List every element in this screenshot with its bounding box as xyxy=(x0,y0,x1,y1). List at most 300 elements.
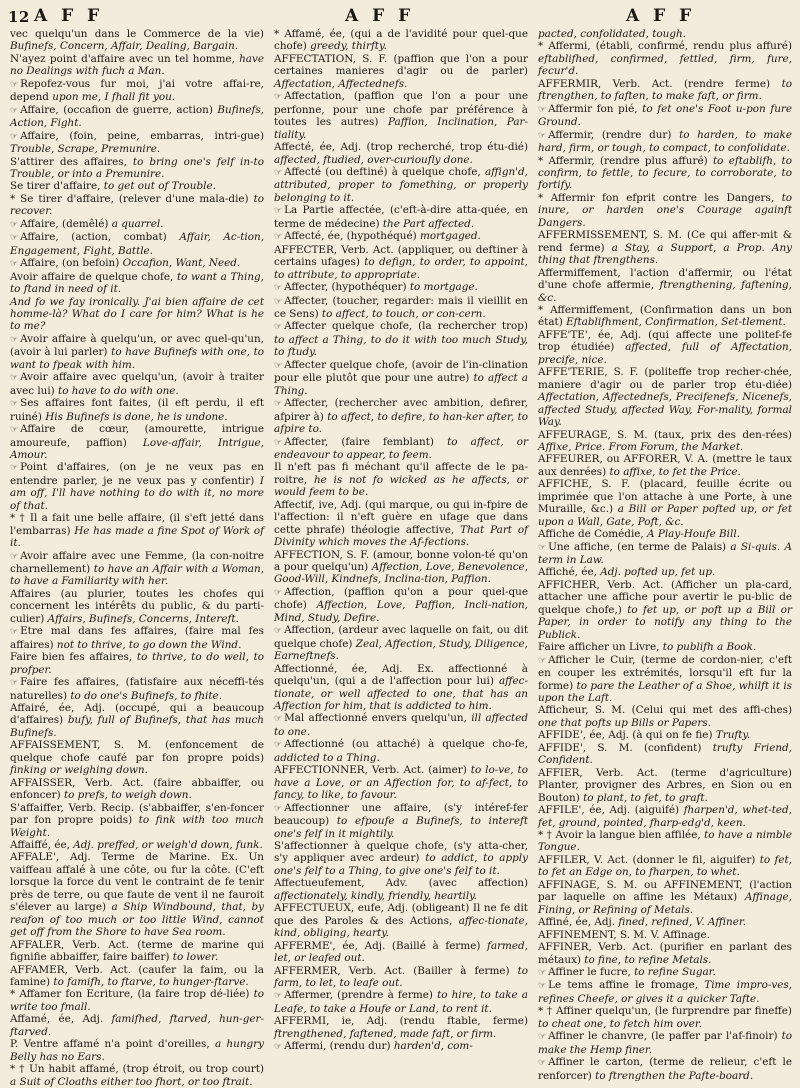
column-left xyxy=(10,28,265,1088)
entry-english-text: a Stay, a Support, a Prop. Any thing that ftrengthens. xyxy=(538,241,793,267)
entry-french-text: Faire afficher un Livre, xyxy=(538,641,663,654)
dictionary-entry xyxy=(538,879,792,916)
entry-french-text: * Affermir, (rendre plus affuré) xyxy=(538,154,713,167)
entry-french-text: Point d'affaires, (on je ne veux pas en entendre parler, je ne veux pas y confentir) xyxy=(10,461,264,487)
entry-french-text: Repofez-vous fur moi, j'ai votre affai-re, depend xyxy=(10,77,264,104)
entry-french-text: AFFILER, V. Act. (donner le fil, aiguifer) xyxy=(538,853,760,866)
pointing-hand-icon: ☞ xyxy=(274,283,283,294)
dictionary-entry xyxy=(274,53,528,90)
dictionary-entry xyxy=(10,676,264,702)
entry-french-text: Affectionné (ou attaché) à quelque cho-fe, xyxy=(284,738,528,751)
dictionary-entry xyxy=(538,579,792,641)
dictionary-entry xyxy=(538,767,792,804)
entry-french-text: AFFECTATION, S. F. (paffion que l'on a pour certaines manieres d'agir ou de parler) xyxy=(274,52,528,78)
entry-french-text: Affection, (ardeur avec laquelle on fait, ou dit quelque chofe) xyxy=(274,624,528,650)
entry-english-text: Affection, Love, Benevolence, Good-Will, Kindnefs, Inclina-tion, Paffion. xyxy=(274,561,528,586)
pointing-hand-icon: ☞ xyxy=(274,206,283,217)
pointing-hand-icon: ☞ xyxy=(10,334,19,345)
entry-english-text: to fine, to refine Metals. xyxy=(584,953,712,966)
entry-english-text: upon me, I fhall fit you. xyxy=(52,91,176,104)
entry-french-text: Affairé, ée, Adj. (occupé, qui a beaucoup d'affaires) xyxy=(10,702,264,727)
entry-english-text: to want a Thing, to ftand in need of it. xyxy=(10,270,264,296)
entry-french-text: Avoir affaire avec quelqu'un, (avoir à traiter avec lui) xyxy=(10,371,264,397)
dictionary-entry xyxy=(10,461,264,512)
entry-english-text: affec-tionate, or well affected to one, that has an Affection for him, that is addicted to him. xyxy=(274,675,528,713)
dictionary-entry xyxy=(274,295,528,321)
dictionary-entry xyxy=(10,702,264,739)
entry-french-text: Affermir fon pié, xyxy=(548,102,643,115)
entry-english-text: the Part affected. xyxy=(382,217,475,230)
entry-french-text: N'ayez point d'affaire avec un tel homme, xyxy=(10,52,240,65)
entry-english-text: to make the Hemp finer. xyxy=(538,1030,792,1056)
entry-english-text: to prefs, to weigh down. xyxy=(63,789,192,802)
dictionary-entry xyxy=(10,651,264,676)
pointing-hand-icon: ☞ xyxy=(10,399,19,410)
entry-french-text: Le tems affine le fromage, xyxy=(548,979,705,992)
entry-french-text: Affaires (au plurier, toutes les chofes qui concernent les intérêts du public, & du parti-culier) xyxy=(10,587,264,625)
entry-french-text: Affiner le fucre, xyxy=(548,965,635,978)
dictionary-entry xyxy=(10,1013,264,1038)
pointing-hand-icon: ☞ xyxy=(10,105,19,116)
entry-french-text: Affectif, ive, Adj. (qui marque, ou qui in-fpire de l'affection: il n'eft guère en ufage que dans cette phrafe) théologie affective, xyxy=(274,498,528,536)
pointing-hand-icon: ☞ xyxy=(274,626,283,637)
pointing-hand-icon: ☞ xyxy=(10,678,19,689)
entry-french-text: Faire bien fes affaires, xyxy=(10,651,137,664)
entry-english-text: to write too fmall. xyxy=(10,988,264,1013)
entry-english-text: Affectation, Affectednefs. xyxy=(274,77,408,90)
entry-english-text: Bufinefs, Action, Fight. xyxy=(10,103,264,130)
dictionary-entry xyxy=(10,78,264,104)
entry-french-text: Il n'eft pas fi méchant qu'il affecte de le pa-roitre, xyxy=(274,461,528,486)
entry-english-text: Affectation, Affectednefs, Precifenefs, Nicenefs, affected Study, affected Way, For-mality, formal Way. xyxy=(538,391,792,429)
entry-english-text: to publifh a Book. xyxy=(662,641,757,654)
dictionary-entry xyxy=(538,1005,792,1030)
running-head-right: A F F xyxy=(626,6,696,26)
dictionary-entry xyxy=(274,940,528,965)
entry-french-text: * † Il a fait une belle affaire, (il s'eft jetté dans l'embarras) xyxy=(10,512,264,537)
pointing-hand-icon: ☞ xyxy=(10,425,19,436)
entry-english-text: famifhed, ftarved, hun-ger-ftarved. xyxy=(10,1013,264,1038)
entry-english-text: finking or weighing down. xyxy=(10,764,148,777)
dictionary-entry xyxy=(538,742,792,767)
dictionary-entry xyxy=(274,90,528,141)
entry-french-text: Affaire, (demêlé) xyxy=(20,217,112,230)
dictionary-entry xyxy=(10,333,264,371)
dictionary-entry xyxy=(274,877,528,902)
entry-english-text: to affect, or endeavour to appear, to feem. xyxy=(274,435,528,461)
dictionary-entry xyxy=(274,902,528,939)
dictionary-entry xyxy=(10,739,264,776)
dictionary-entry xyxy=(538,192,792,229)
entry-english-text: to get out of Trouble. xyxy=(103,180,216,193)
entry-french-text: Affiner le carton, (terme de relieur, c'eft le renforcer) xyxy=(538,1056,792,1082)
entry-english-text: Adj. pofted up, fet up. xyxy=(600,566,716,579)
dictionary-entry xyxy=(538,366,792,428)
entry-french-text: * Affermir fon efprit contre les Dangers, xyxy=(538,191,782,204)
entry-french-text: Afficheur, S. M. (Celui qui met des affi-ches) xyxy=(538,704,792,717)
dictionary-entry xyxy=(274,586,528,624)
dictionary-entry xyxy=(10,550,264,588)
dictionary-entry xyxy=(538,541,792,567)
entry-english-text: to plant, to fet, to graft. xyxy=(583,791,708,804)
dictionary-entry xyxy=(274,663,528,713)
entry-english-text: to lower. xyxy=(172,951,219,964)
pointing-hand-icon: ☞ xyxy=(538,655,547,666)
entry-french-text: AFFECTION, S. F. (amour, bonne volon-té qu'on a pour quelqu'un) xyxy=(274,548,528,574)
pointing-hand-icon: ☞ xyxy=(274,991,283,1002)
entry-french-text: Affiné, ée, Adj. xyxy=(538,916,619,929)
entry-english-text: ftrengthened, faftened, made faft, or firm. xyxy=(274,1027,497,1040)
entry-french-text: Etre mal dans fes affaires, (faire mal fes affaires) xyxy=(10,625,264,651)
dictionary-entry xyxy=(274,989,528,1015)
entry-english-text: to affect, to defire, to han-ker after, to afpire to. xyxy=(274,410,528,436)
text-columns xyxy=(10,28,794,1088)
dictionary-entry xyxy=(538,155,792,192)
entry-english-text: eftablifhed, confirmed, fettled, firm, fure, fecur'd. xyxy=(538,52,792,78)
entry-french-text: AFFEURAGE, S. M. (taux, prix des den-rées) xyxy=(538,428,792,441)
pointing-hand-icon: ☞ xyxy=(538,1032,547,1043)
entry-french-text: Affaiffé, ée, xyxy=(10,839,74,851)
entry-french-text: Affecté (ou deftiné) à quelque chofe, xyxy=(284,165,485,178)
pointing-hand-icon: ☞ xyxy=(10,131,19,142)
entry-french-text: Avoir affaire de quelque chofe, xyxy=(10,270,177,283)
entry-english-text: Paffion, Inclination, Par-tiality. xyxy=(274,116,529,141)
dictionary-entry xyxy=(538,103,792,129)
entry-english-text: to defign, to order, to appoint, to attribute, to appropriate. xyxy=(274,256,528,281)
dictionary-entry xyxy=(538,1030,792,1056)
pointing-hand-icon: ☞ xyxy=(274,587,283,598)
pointing-hand-icon: ☞ xyxy=(538,981,547,992)
entry-french-text: * Affamer fon Ecriture, (la faire trop dé-liée) xyxy=(10,988,254,1001)
entry-english-text: affected, full of Affectation, precife, nice. xyxy=(538,341,792,366)
entry-french-text: AFFERMI, ie, Adj. (rendu ftable, ferme) xyxy=(274,1015,528,1028)
entry-english-text: Affinage, Fining, or Refining of Metals. xyxy=(538,891,792,916)
entry-english-text: Affairs, Bufinefs, Concerns, Intereft. xyxy=(47,612,239,625)
dictionary-entry xyxy=(10,939,264,964)
pointing-hand-icon: ☞ xyxy=(10,219,19,230)
entry-english-text: to refine Sugar. xyxy=(634,965,716,978)
entry-english-text: to recover. xyxy=(10,192,264,218)
entry-french-text: AFFALER, Verb. Act. (terme de marine qui fignifie abbaiffer, faire baiffer) xyxy=(10,938,264,964)
dictionary-entry xyxy=(274,436,528,462)
dictionary-entry xyxy=(10,156,264,181)
entry-french-text: Affecté, ée, Adj. (trop recherché, trop étu-dié) xyxy=(274,141,528,154)
dictionary-entry xyxy=(10,588,264,625)
pointing-hand-icon: ☞ xyxy=(274,740,283,751)
dictionary-entry xyxy=(10,28,264,53)
entry-english-text: fined, refined, V. Affiner. xyxy=(618,916,746,929)
dictionary-entry xyxy=(538,40,792,77)
entry-english-text: to efpoufe a Bufinefs, to intereft one's felf in it mightily. xyxy=(274,815,529,840)
entry-english-text: he is not fo wicked as he affects, or would feem to be. xyxy=(274,473,528,499)
entry-english-text: affign'd, attributed, proper to fomething, or properly belonging to it. xyxy=(274,165,528,204)
entry-english-text: to affect, to touch, or con-cern. xyxy=(321,307,486,320)
entry-english-text: a Bill or Paper pofted up, or fet upon a Wall, Gate, Poft, &c. xyxy=(538,503,792,528)
entry-french-text: Affaire, (action, combat) xyxy=(20,231,180,244)
entry-french-text: * Se tirer d'affaire, (relever d'une mala-die) xyxy=(10,192,254,205)
dictionary-entry xyxy=(538,641,792,653)
entry-english-text: Eftablifhment, Confirmation, Set-tlement. xyxy=(566,316,786,329)
dictionary-entry xyxy=(10,512,264,549)
entry-french-text: * Affermi, (établi, confirmé, rendu plus affuré) xyxy=(538,40,792,53)
column-right xyxy=(538,28,792,1080)
entry-french-text: AFFERME', ée, Adj. (Baillé à ferme) xyxy=(274,939,488,952)
dictionary-entry xyxy=(538,229,792,266)
page-number: 12 xyxy=(8,8,30,26)
pointing-hand-icon: ☞ xyxy=(10,259,19,270)
entry-english-text: His Bufinefs is done, he is undone. xyxy=(45,410,228,423)
dictionary-entry xyxy=(538,829,792,854)
dictionary-entry xyxy=(538,78,792,103)
dictionary-entry xyxy=(538,854,792,879)
dictionary-entry xyxy=(10,988,264,1013)
entry-french-text: * † Affiner quelqu'un, (le furprendre par fineffe) xyxy=(538,1005,792,1018)
pointing-hand-icon: ☞ xyxy=(274,399,283,410)
dictionary-entry xyxy=(10,257,264,270)
entry-english-text: to fink with too much Weight. xyxy=(10,814,264,839)
dictionary-entry xyxy=(10,423,264,461)
entry-english-text: harden'd, com- xyxy=(393,1040,473,1053)
dictionary-entry xyxy=(274,281,528,294)
entry-french-text: Affecter quelque chofe, (avoir de l'in-clination pour elle plutôt que pour une autre) xyxy=(274,358,528,385)
entry-english-text: to harden, to make hard, firm, or tough, to compact, to confolidate. xyxy=(538,128,792,155)
dictionary-entry xyxy=(538,453,792,478)
dictionary-entry xyxy=(274,840,528,877)
entry-french-text: AFFICHE, S. F. (placard, feuille écrite ou imprimée que l'on attache à une Porte, à une Muraille, &c.) xyxy=(538,478,792,516)
entry-french-text: Affermiffement, l'action d'affermir, ou l'état d'une chofe affermie, xyxy=(538,266,792,292)
dictionary-entry xyxy=(274,397,528,435)
pointing-hand-icon: ☞ xyxy=(538,967,547,978)
entry-french-text: Afficher le Cuir, (terme de cordon-nier, c'eft en couper les extrémités, lorsqu'il eft fur la forme) xyxy=(538,653,792,692)
entry-french-text: AFFAISSEMENT, S. M. (enfoncement de quelque chofe caufé par fon propre poids) xyxy=(10,739,264,764)
entry-english-text: a Suit of Cloaths either too fhort, or too ftrait. xyxy=(10,1075,253,1088)
entry-french-text: Affiche de Comédie, xyxy=(538,528,648,541)
entry-french-text: AFFAMER, Verb. Act. (caufer la faim, ou la famine) xyxy=(10,963,264,988)
entry-french-text: Affermi, (rendu dur) xyxy=(284,1040,394,1053)
column-middle xyxy=(274,28,528,1080)
entry-french-text: AFFECTUEUX, eufe, Adj. (obligeant) Il ne fe dit que des Paroles & des Actions, xyxy=(274,902,528,927)
dictionary-entry xyxy=(10,1063,264,1088)
entry-french-text: Affecter, (hypothéquer) xyxy=(284,281,410,294)
dictionary-entry xyxy=(274,359,528,397)
entry-english-text: Occafion, Want, Need. xyxy=(122,257,241,270)
dictionary-entry xyxy=(538,528,792,540)
entry-french-text: P. Ventre affamé n'a point d'oreilles, xyxy=(10,1038,215,1051)
entry-french-text: AFFINAGE, S. M. ou AFFINEMENT, (l'action par laquelle on affine les Métaux) xyxy=(538,878,792,904)
entry-french-text: AFFALE', Adj. Terme de Marine. Ex. Un vaiffeau affalé à une côte, ou fur la côte. (C'eft lorsque la force du vent le contraint de fe tenir près de terre, ou que faute de vent il ne fauroit s'élever au large) xyxy=(10,851,264,914)
entry-french-text: Affaire, (foin, peine, embarras, intri-gue) xyxy=(20,129,264,142)
entry-french-text: Mal affectionné envers quelqu'un, xyxy=(284,712,472,725)
entry-french-text: Affecter quelque chofe, (la rechercher trop) xyxy=(284,320,528,333)
entry-english-text: a hungry Belly has no Ears. xyxy=(10,1038,264,1063)
dictionary-entry xyxy=(274,461,528,498)
dictionary-entry xyxy=(10,1038,264,1063)
dictionary-entry xyxy=(10,964,264,989)
entry-french-text: Affectueufement, Adv. (avec affection) xyxy=(274,877,528,890)
pointing-hand-icon: ☞ xyxy=(274,437,283,448)
entry-english-text: to mortgage. xyxy=(409,281,478,294)
dictionary-entry xyxy=(538,566,792,578)
entry-french-text: Affecter, (faire femblant) xyxy=(284,435,448,448)
entry-french-text: AFFAISSER, Verb. Act. (faire abbaiffer, ou enfoncer) xyxy=(10,776,264,802)
dictionary-entry xyxy=(538,704,792,729)
entry-english-text: pacted, confolidated, tough. xyxy=(538,28,686,40)
entry-french-text: AFFINEMENT, S. M. V. Affinage. xyxy=(538,928,710,941)
entry-english-text: affectionately, kindly, friendly, heartily. xyxy=(274,889,477,902)
entry-english-text: Trufty. xyxy=(715,729,751,742)
dictionary-entry xyxy=(10,130,264,156)
entry-english-text: to ftrengthen the Pafte-board. xyxy=(595,1069,754,1082)
dictionary-entry xyxy=(274,320,528,358)
entry-english-text: Affection, Love, Paffion, Incli-nation, Mind, Study, Defire. xyxy=(274,599,528,624)
pointing-hand-icon: ☞ xyxy=(10,373,19,384)
entry-french-text: Affectation, (paffion que l'on a pour une perfonne, pour une chofe par préférence à toutes les autres) xyxy=(274,90,528,129)
dictionary-entry xyxy=(274,166,528,204)
dictionary-entry xyxy=(10,296,264,333)
dictionary-entry xyxy=(538,129,792,155)
entry-french-text: AFFE'TERIE, S. F. (politeffe trop recher-chée, maniere d'agir ou de parler trop étu-diée) xyxy=(538,366,792,391)
pointing-hand-icon: ☞ xyxy=(10,233,19,244)
entry-english-text: I am off, I'll have nothing to do with it, no more of that. xyxy=(10,474,264,512)
entry-english-text: to fet up, or poft up a Bill or Paper, in order to notify any thing to the Publick. xyxy=(538,603,792,641)
entry-english-text: That Part of Divinity which moves the Af-fections. xyxy=(274,523,529,549)
entry-english-text: Zeal, Affection, Study, Diligence, Earneftnefs. xyxy=(274,637,528,663)
dictionary-entry xyxy=(274,965,528,990)
entry-english-text: addicted to a Thing. xyxy=(274,751,380,764)
entry-french-text: AFFIER, Verb. Act. (terme d'agriculture) Planter, provigner des Arbres, en Sion ou en Bouton) xyxy=(538,766,792,804)
dictionary-entry xyxy=(10,802,264,839)
entry-french-text: S'affectionner à quelque chofe, (s'y atta-cher, s'y appliquer avec ardeur) xyxy=(274,840,528,865)
entry-french-text: Faire fes affaires, (fatisfaire aux néceffi-tés naturelles) xyxy=(10,676,264,702)
dictionary-entry xyxy=(538,729,792,741)
pointing-hand-icon: ☞ xyxy=(274,322,283,333)
dictionary-entry xyxy=(274,1015,528,1040)
pointing-hand-icon: ☞ xyxy=(274,167,283,178)
entry-french-text: La Partie affectée, (c'eft-à-dire atta-quée, en terme de médecine) xyxy=(274,204,528,230)
running-head-left: A F F xyxy=(34,6,104,26)
entry-french-text: Affection, (paffion qu'on a pour quel-que chofe) xyxy=(274,585,528,612)
entry-french-text: AFFERMISSEMENT, S. M. (Ce qui affer-mit & rend ferme) xyxy=(538,229,792,254)
entry-english-text: to farm, to let, to leafe out. xyxy=(274,964,528,989)
entry-english-text: ill affected to one. xyxy=(274,712,528,738)
entry-english-text: to thrive, to do well, to profper. xyxy=(10,651,265,676)
entry-english-text: Time impro-ves, refines Cheefe, or gives it a quicker Tafte. xyxy=(538,979,792,1005)
entry-english-text: to have a nimble Tongue. xyxy=(538,829,793,854)
entry-english-text: to affixe, to fet the Price. xyxy=(609,465,741,478)
entry-french-text: Affecter, (toucher, regarder: mais il vieillit en ce Sens) xyxy=(274,294,528,320)
entry-french-text: Affecter, (rechercher avec ambition, defirer, afpirer à) xyxy=(274,397,528,423)
dictionary-entry xyxy=(538,329,792,366)
entry-english-text: And fo we fay ironically. J'ai bien affaire de cet homme-là? What do I care for him? What is he to me? xyxy=(10,295,264,333)
dictionary-entry xyxy=(538,1056,792,1082)
entry-english-text: mortgaged. xyxy=(419,230,481,243)
dictionary-entry xyxy=(538,979,792,1005)
entry-english-text: fharpen'd, whet-ted, fet, ground, pointed, fharp-edg'd, keen. xyxy=(538,804,793,829)
entry-french-text: Affermer, (prendre à ferme) xyxy=(284,989,438,1002)
entry-french-text: AFFILE', ée, Adj. (aiguifé) xyxy=(538,804,684,817)
entry-french-text: * Affermiffement, (Confirmation dans un bon état) xyxy=(538,303,792,329)
dictionary-entry xyxy=(274,204,528,230)
running-head-middle: A F F xyxy=(345,6,415,26)
pointing-hand-icon: ☞ xyxy=(10,551,19,562)
dictionary-entry xyxy=(538,304,792,329)
entry-french-text: Affectionné, ée, Adj. Ex. affectionné à quelqu'un, (qui a de l'affection pour lui) xyxy=(274,662,528,688)
entry-french-text: Affamé, ée, Adj. xyxy=(10,1013,112,1026)
entry-english-text: to affect a Thing. xyxy=(274,372,528,397)
dictionary-entry xyxy=(274,244,528,281)
entry-french-text: Affaire, (on befoin) xyxy=(20,257,123,270)
pointing-hand-icon: ☞ xyxy=(274,92,283,103)
dictionary-entry xyxy=(274,141,528,166)
entry-french-text: Affiché, ée, xyxy=(538,566,601,579)
entry-french-text: AFFEURER, ou AFFORER, V. A. (mettre le taux aux denrées) xyxy=(538,453,792,478)
entry-french-text: AFFERMIR, Verb. Act. (rendre ferme) xyxy=(538,77,782,90)
dictionary-entry xyxy=(10,271,264,296)
entry-french-text: Affermir, (rendre dur) xyxy=(548,128,680,141)
pointing-hand-icon: ☞ xyxy=(10,79,19,90)
entry-french-text: AFFE'TE', ée, Adj. (qui affecte une politef-fe trop étudiée) xyxy=(538,328,792,354)
dictionary-entry xyxy=(10,839,264,851)
entry-french-text: AFFECTIONNER, Verb. Act. (aimer) xyxy=(274,764,471,777)
entry-french-text: AFFICHER, Verb. Act. (Afficher un pla-card, attacher une affiche pour avertir le pu-blic de quelque chofe,) xyxy=(538,578,792,616)
entry-french-text: Affiner le chanvre, (le paffer par l'af-finoir) xyxy=(548,1030,782,1043)
dictionary-entry xyxy=(10,193,264,218)
entry-english-text: a quarrel. xyxy=(111,217,164,230)
entry-french-text: Avoir affaire à quelqu'un, or avec quel-qu'un, (avoir à lui parler) xyxy=(10,332,264,359)
entry-english-text: to inure, or harden one's Courage againft Dangers. xyxy=(538,191,792,229)
entry-english-text: to famifh, to ftarve, to hunger-ftarve. xyxy=(53,975,249,988)
entry-english-text: to affect a Thing, to do it with too much Study, to ftudy. xyxy=(274,333,528,359)
dictionary-entry xyxy=(538,929,792,941)
dictionary-entry xyxy=(274,802,528,840)
entry-french-text: Affecté, ée, (hypothéqué) xyxy=(284,230,420,243)
entry-english-text: to fet, to fet an Edge on, to fharpen, to whet. xyxy=(538,853,792,879)
entry-english-text: to do one's Bufinefs, to fhite. xyxy=(70,689,222,702)
dictionary-entry xyxy=(10,53,264,78)
dictionary-entry xyxy=(10,625,264,651)
entry-french-text: Avoir affaire avec une Femme, (la con-noitre charnellement) xyxy=(10,549,264,576)
entry-french-text: AFFIDE', ée, Adj. (à qui on fe fie) xyxy=(538,729,716,742)
entry-french-text: AFFERMER, Verb. Act. (Bailler à ferme) xyxy=(274,964,518,977)
entry-english-text: one that pofts up Bills or Papers. xyxy=(538,716,712,729)
entry-french-text: AFFECTER, Verb. Act. (appliquer, ou deftiner à certains ufages) xyxy=(274,243,528,269)
dictionary-entry xyxy=(10,851,264,938)
entry-french-text: * Affamé, ée, (qui a de l'avidité pour quel-que chofe) xyxy=(274,28,528,53)
entry-english-text: He has made a fine Spot of Work of it. xyxy=(10,524,264,550)
dictionary-entry xyxy=(274,624,528,662)
pointing-hand-icon: ☞ xyxy=(538,542,547,553)
pointing-hand-icon: ☞ xyxy=(274,232,283,243)
dictionary-entry xyxy=(10,218,264,231)
entry-english-text: Love-affair, Intrigue, Amour. xyxy=(10,436,264,461)
pointing-hand-icon: ☞ xyxy=(274,360,283,371)
entry-french-text: S'attirer des affaires, xyxy=(10,155,133,168)
pointing-hand-icon: ☞ xyxy=(538,1058,547,1069)
dictionary-entry xyxy=(538,654,792,705)
entry-english-text: Affair, Ac-tion, Engagement, Fight, Battle. xyxy=(10,231,264,257)
pointing-hand-icon: ☞ xyxy=(274,714,283,725)
dictionary-entry xyxy=(538,916,792,928)
entry-english-text: to bring one's felf in-to Trouble, or into a Premunire. xyxy=(10,155,264,180)
entry-english-text: a Ship Windbound, that, by reafon of too much or too little Wind, cannot get off from the Shore to have Sea room. xyxy=(10,901,264,939)
dictionary-entry xyxy=(538,28,792,40)
entry-french-text: Affaire de cœur, (amourette, intrigue amoureufe, paffion) xyxy=(10,423,264,449)
dictionary-entry xyxy=(274,738,528,764)
entry-french-text: Affaire, (occafion de guerre, action) xyxy=(20,103,218,116)
dictionary-entry xyxy=(274,1040,528,1053)
entry-english-text: to ftrengthen, to faften, to make faft, or firm. xyxy=(538,77,792,103)
entry-english-text: farmed, let, or leafed out. xyxy=(274,939,528,965)
